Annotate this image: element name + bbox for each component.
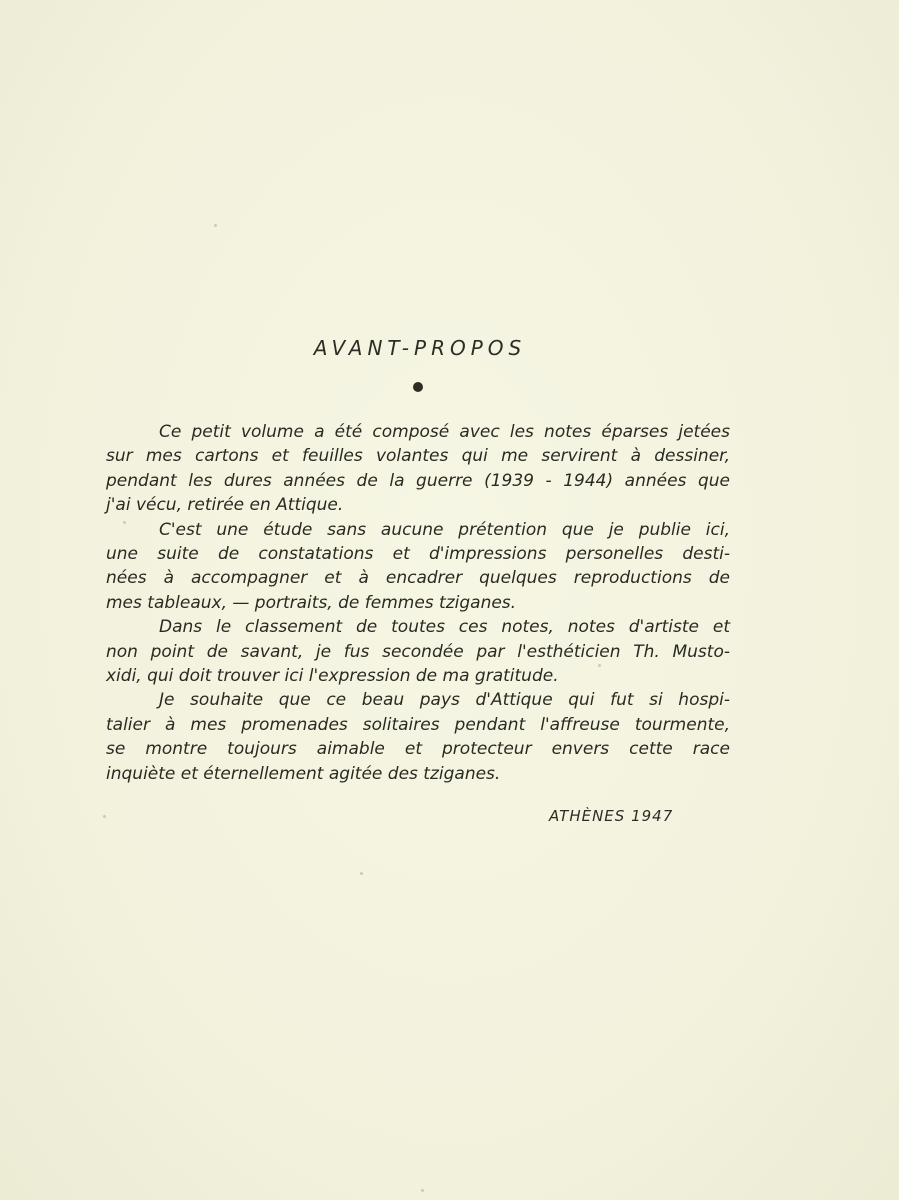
text-line: mes tableaux, — portraits, de femmes tziganes. [106,592,517,613]
paper-fleck [123,521,126,524]
paper-fleck [214,224,217,227]
paper-fleck [103,815,106,818]
text-line: C'est une étude sans aucune prétention que je publie ici, [159,519,730,540]
text-line: une suite de constatations et d'impressions personelles desti- [106,544,730,565]
text-line: Dans le classement de toutes ces notes, notes d'artiste et [159,617,730,638]
text-line: sur mes cartons et feuilles volantes qui me servirent à dessiner, [106,446,730,467]
paper-fleck [360,872,363,875]
paper-fleck [598,664,601,667]
text-line: nées à accompagner et à encadrer quelques reproductions de [106,568,730,589]
text-line: inquiète et éternellement agitée des tziganes. [106,763,501,784]
text-line: se montre toujours aimable et protecteur envers cette race [106,739,730,760]
text-line: Je souhaite que ce beau pays d'Attique qui fut si hospi- [159,690,730,711]
foreword-text [106,420,730,786]
text-line: xidi, qui doit trouver ici l'expression de ma gratitude. [106,666,559,687]
paper-fleck [421,1189,424,1192]
place-date-signature: ATHÈNES 1947 [549,807,674,825]
text-line: talier à mes promenades solitaires pendant l'affreuse tourmente, [106,714,730,735]
text-line: j'ai vécu, retirée en Attique. [106,495,344,516]
text-line: pendant les dures années de la guerre (1939 - 1944) années que [106,470,730,491]
text-line: non point de savant, je fus secondée par l'esthéticien Th. Musto- [106,641,730,662]
page-title: AVANT-PROPOS [313,336,527,360]
text-line: Ce petit volume a été composé avec les notes éparses jetées [159,422,730,442]
ornament-dot [413,382,423,392]
